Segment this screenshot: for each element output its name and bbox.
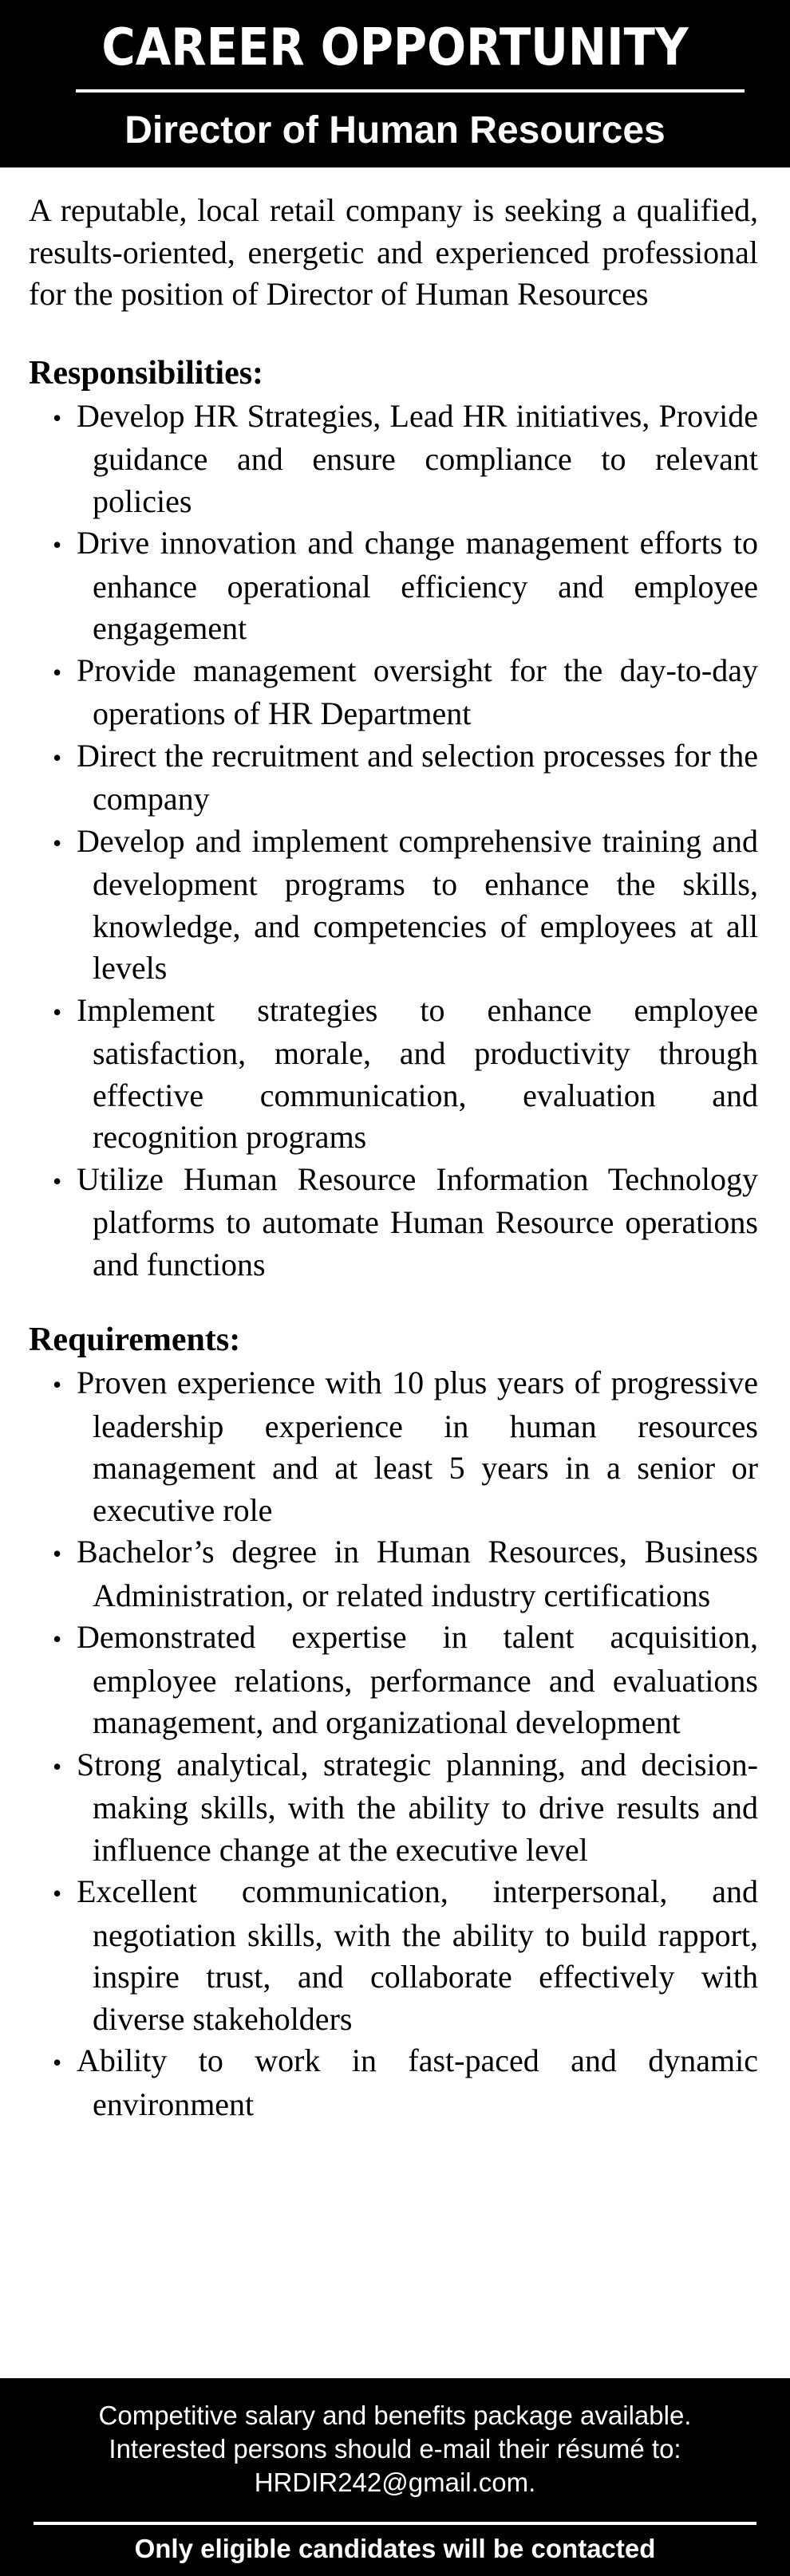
bullet-icon: • <box>53 1879 62 1908</box>
job-title: Director of Human Resources <box>124 109 666 152</box>
list-item-text: Excellent communication, interpersonal, and negotiation skills, with the ability to build rapport, inspire trust, and collaborate effectively with diverse stakeholders <box>77 1873 758 2037</box>
footer-text <box>0 2399 790 2499</box>
list-item <box>29 2040 758 2125</box>
bullet-icon: • <box>53 1751 62 1781</box>
bullet-icon: • <box>53 657 62 687</box>
header-divider <box>76 89 745 93</box>
list-item-text: Demonstrated expertise in talent acquisition, employee relations, performance and evaluations management, and organizational development <box>77 1619 758 1740</box>
eligibility-note: Only eligible candidates will be contacted <box>134 2534 656 2563</box>
list-item <box>29 735 758 821</box>
requirements-heading: Requirements: <box>29 1321 241 1358</box>
bullet-icon: • <box>53 1370 62 1399</box>
intro-paragraph: A reputable, local retail company is seeking a qualified, results-oriented, energetic and experienced professional for the position of Director of Human Resources <box>29 192 758 312</box>
bullet-icon: • <box>53 1166 62 1195</box>
footer-divider <box>34 2522 756 2525</box>
list-item <box>29 1159 758 1286</box>
footer-banner <box>0 2378 790 2576</box>
page-title: CAREER OPPORTUNITY <box>101 18 689 77</box>
bullet-icon: • <box>53 1625 62 1653</box>
list-item-text: Direct the recruitment and selection processes for the company <box>77 737 758 817</box>
bullet-icon: • <box>53 828 62 857</box>
list-item-text: Develop HR Strategies, Lead HR initiatives, Provide guidance and ensure compliance to relevant policies <box>77 397 758 519</box>
list-item <box>29 650 758 735</box>
list-item <box>29 990 758 1159</box>
list-item-text: Develop and implement comprehensive training and development programs to enhance the skills, knowledge, and competencies of employees at all levels <box>77 822 758 986</box>
list-item-text: Strong analytical, strategic planning, and decision-making skills, with the ability to drive results and influence change at the executive level <box>77 1746 758 1868</box>
list-item <box>29 1531 758 1617</box>
list-item-text: Provide management oversight for the day-to-day operations of HR Department <box>77 652 758 731</box>
list-item-text: Implement strategies to enhance employee satisfaction, morale, and productivity through effective communication, evaluation and recognition programs <box>77 991 758 1155</box>
list-item <box>29 1871 758 2040</box>
list-item-text: Ability to work in fast-paced and dynamic environment <box>77 2042 758 2122</box>
apply-instructions: Interested persons should e-mail their résumé to: <box>109 2434 681 2464</box>
list-item <box>29 396 758 523</box>
list-item-text: Bachelor’s degree in Human Resources, Business Administration, or related industry certifications <box>77 1534 758 1613</box>
contact-email[interactable]: HRDIR242@gmail.com. <box>254 2468 536 2497</box>
responsibilities-list <box>29 396 758 1286</box>
bullet-icon: • <box>53 997 62 1026</box>
list-item <box>29 1617 758 1744</box>
list-item <box>29 821 758 990</box>
list-item-text: Drive innovation and change management efforts to enhance operational efficiency and employee engagement <box>77 525 758 646</box>
bullet-icon: • <box>53 1539 62 1568</box>
list-item <box>29 522 758 650</box>
list-item <box>29 1362 758 1531</box>
header-banner <box>0 0 790 167</box>
list-item-text: Utilize Human Resource Information Technology platforms to automate Human Resource operations and functions <box>77 1160 758 1282</box>
list-item-text: Proven experience with 10 plus years of progressive leadership experience in human resources management and at least 5 years in a senior or executive role <box>77 1365 758 1528</box>
bullet-icon: • <box>53 2048 62 2077</box>
bullet-icon: • <box>53 403 62 432</box>
bullet-icon: • <box>53 742 62 772</box>
main-content <box>29 190 758 2125</box>
requirements-list <box>29 1362 758 2125</box>
responsibilities-heading: Responsibilities: <box>29 354 264 392</box>
list-item <box>29 1744 758 1872</box>
bullet-icon: • <box>53 530 62 559</box>
salary-line: Competitive salary and benefits package available. <box>98 2401 692 2430</box>
